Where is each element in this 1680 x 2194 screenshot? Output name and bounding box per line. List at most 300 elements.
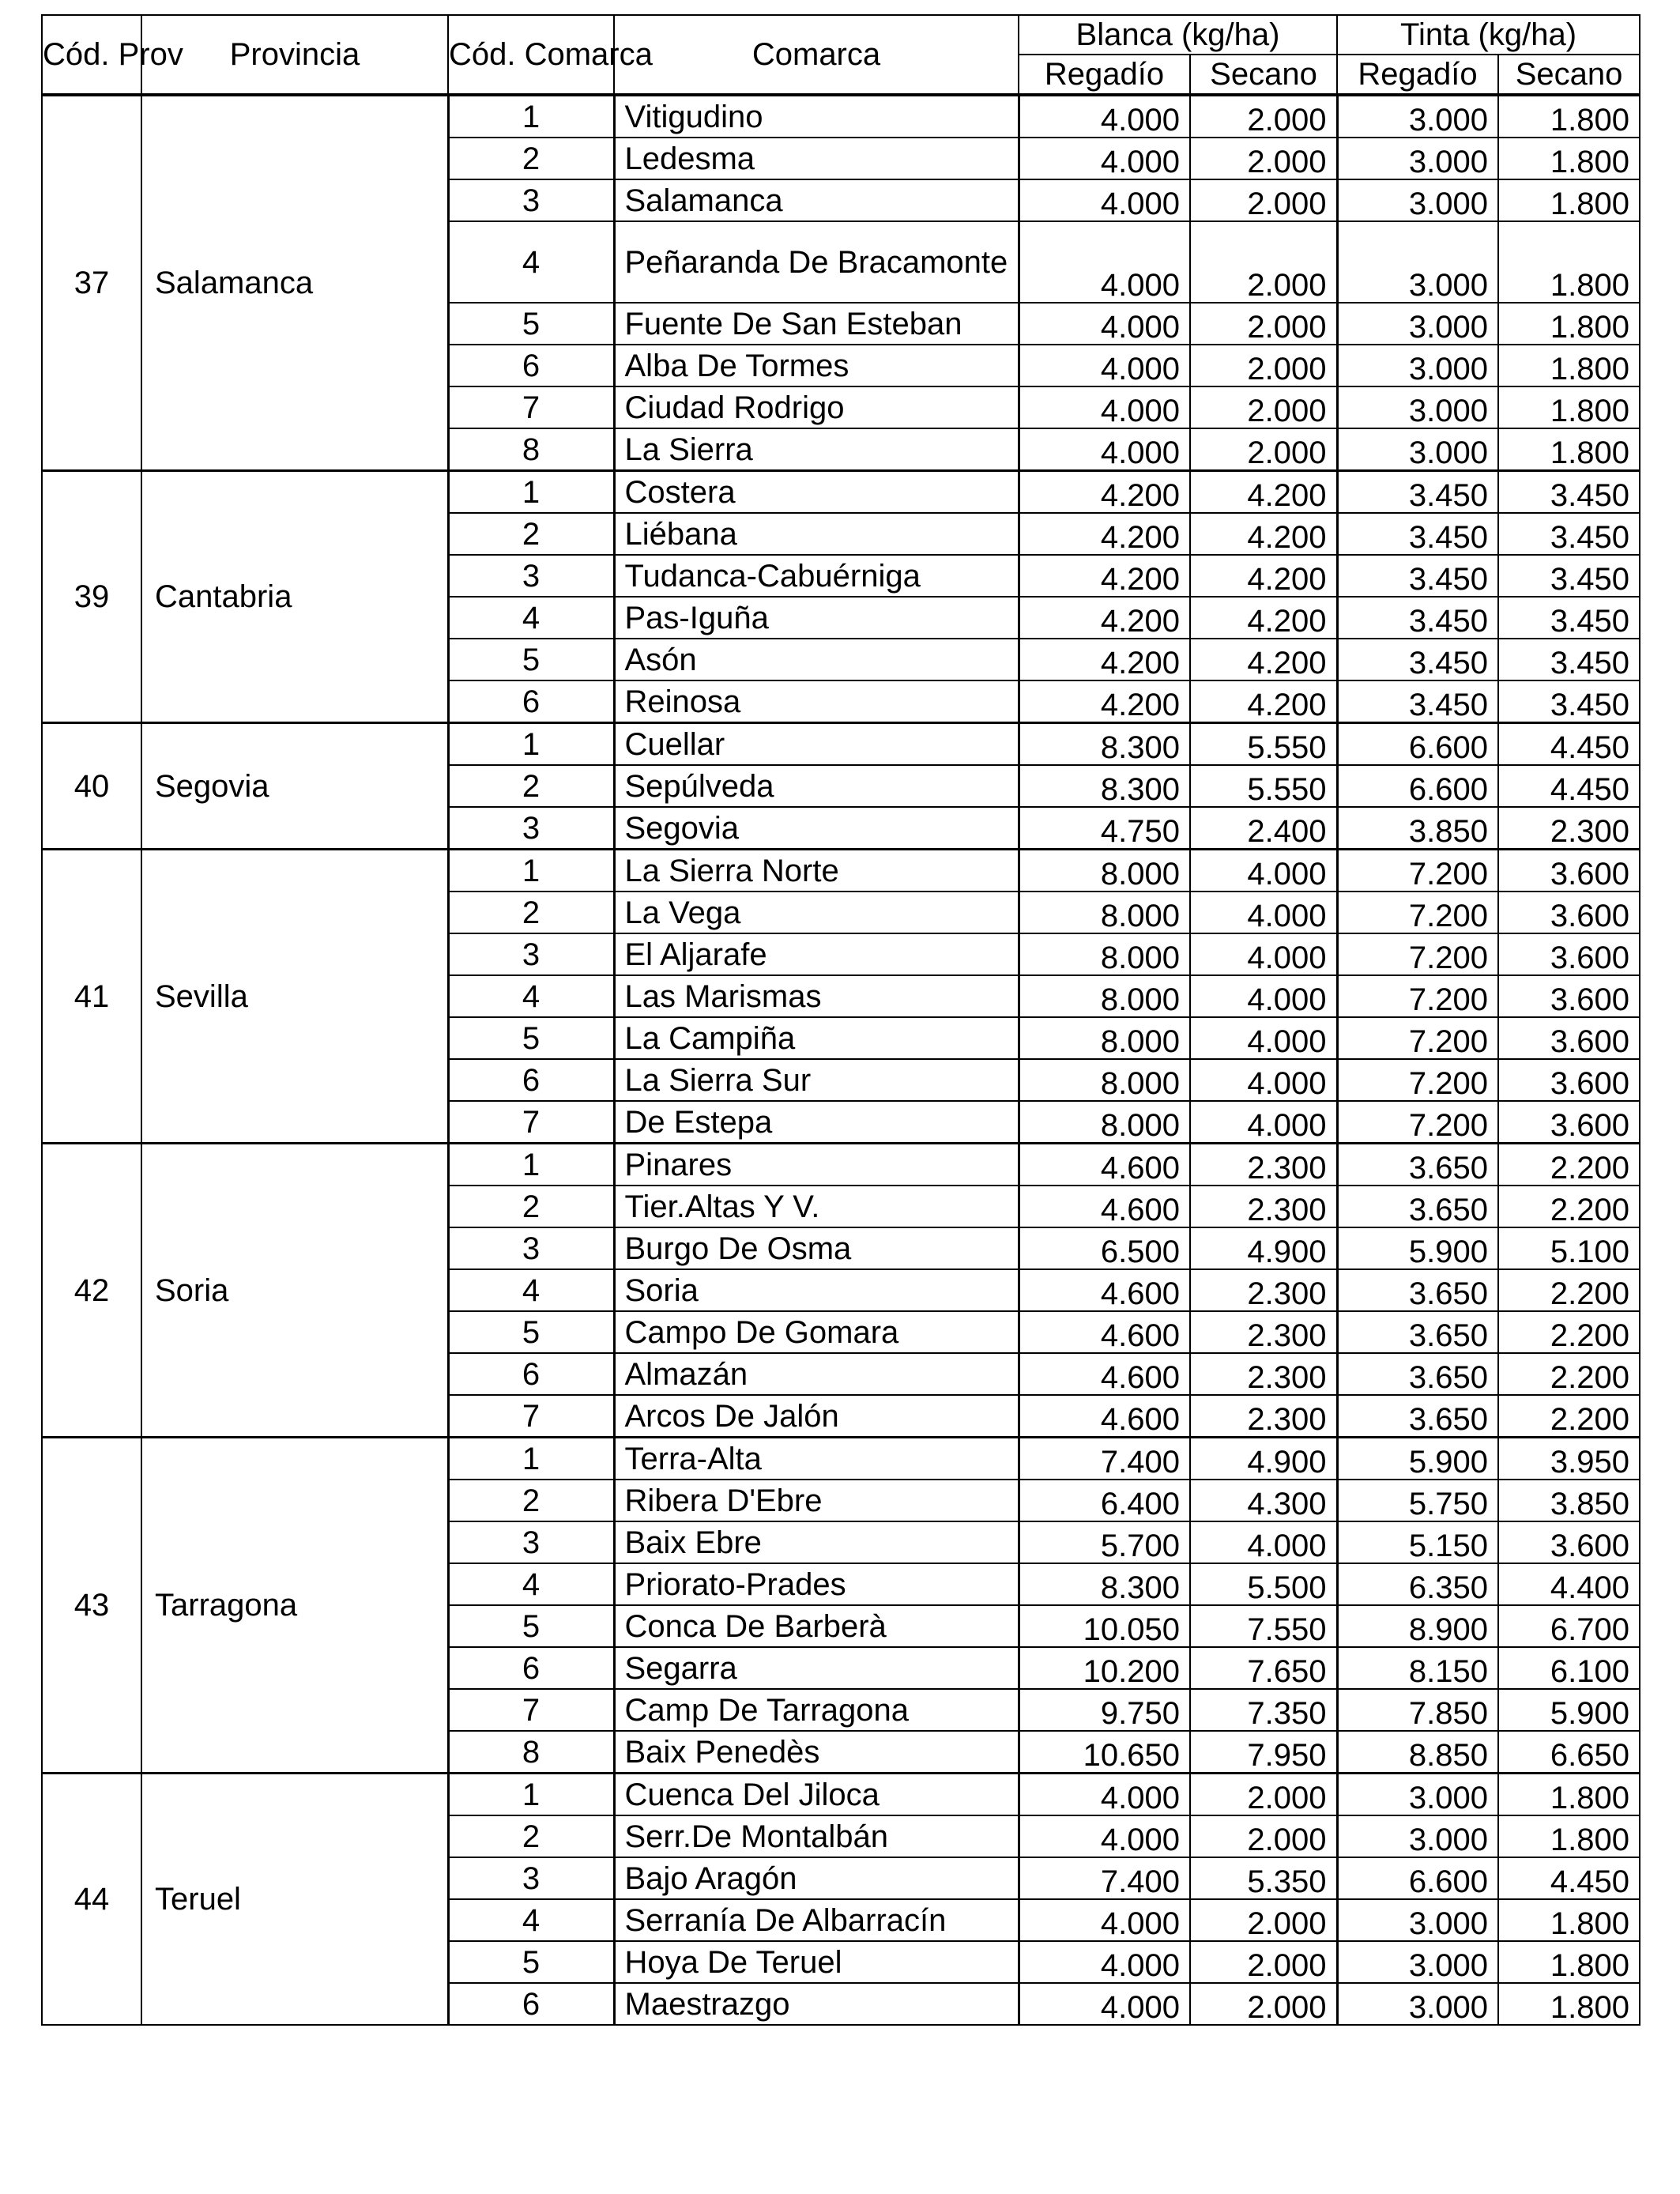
comarca-code-cell: 3 bbox=[448, 179, 614, 221]
comarca-name-cell: Las Marismas bbox=[614, 975, 1019, 1017]
blanca-secano-cell: 2.300 bbox=[1190, 1186, 1337, 1227]
comarca-code-cell: 4 bbox=[448, 1899, 614, 1941]
comarca-code-cell: 4 bbox=[448, 597, 614, 639]
tinta-secano-cell: 4.450 bbox=[1498, 765, 1640, 807]
blanca-regadio-cell: 4.200 bbox=[1019, 471, 1190, 514]
blanca-regadio-cell: 4.750 bbox=[1019, 807, 1190, 850]
tinta-regadio-cell: 3.000 bbox=[1337, 386, 1498, 428]
blanca-regadio-cell: 8.300 bbox=[1019, 723, 1190, 766]
tinta-regadio-cell: 3.000 bbox=[1337, 95, 1498, 138]
tinta-regadio-cell: 3.000 bbox=[1337, 303, 1498, 345]
tinta-secano-cell: 1.800 bbox=[1498, 179, 1640, 221]
tinta-regadio-cell: 3.000 bbox=[1337, 1774, 1498, 1816]
comarca-code-cell: 5 bbox=[448, 1605, 614, 1647]
blanca-regadio-cell: 8.000 bbox=[1019, 1059, 1190, 1101]
province-code-cell: 43 bbox=[42, 1438, 141, 1774]
tinta-secano-cell: 1.800 bbox=[1498, 138, 1640, 179]
comarca-code-cell: 6 bbox=[448, 345, 614, 386]
table-row bbox=[42, 95, 1640, 138]
comarca-name-cell: La Vega bbox=[614, 892, 1019, 933]
blanca-regadio-cell: 6.400 bbox=[1019, 1480, 1190, 1521]
comarca-code-cell: 2 bbox=[448, 1480, 614, 1521]
blanca-secano-cell: 2.000 bbox=[1190, 1774, 1337, 1816]
comarca-code-cell: 3 bbox=[448, 555, 614, 597]
yield-table bbox=[41, 14, 1640, 2026]
tinta-secano-cell: 5.100 bbox=[1498, 1227, 1640, 1269]
comarca-code-cell: 7 bbox=[448, 386, 614, 428]
tinta-secano-cell: 2.200 bbox=[1498, 1144, 1640, 1186]
blanca-secano-cell: 4.200 bbox=[1190, 597, 1337, 639]
tinta-secano-cell: 1.800 bbox=[1498, 221, 1640, 303]
tinta-regadio-cell: 3.450 bbox=[1337, 471, 1498, 514]
blanca-secano-cell: 4.000 bbox=[1190, 975, 1337, 1017]
tinta-regadio-cell: 3.000 bbox=[1337, 1983, 1498, 2025]
blanca-secano-cell: 2.000 bbox=[1190, 303, 1337, 345]
comarca-name-cell: Ledesma bbox=[614, 138, 1019, 179]
tinta-secano-cell: 2.200 bbox=[1498, 1353, 1640, 1395]
blanca-secano-cell: 2.000 bbox=[1190, 1815, 1337, 1857]
tinta-regadio-cell: 5.900 bbox=[1337, 1438, 1498, 1480]
comarca-code-cell: 5 bbox=[448, 1017, 614, 1059]
comarca-name-cell: Priorato-Prades bbox=[614, 1563, 1019, 1605]
tinta-secano-cell: 2.200 bbox=[1498, 1395, 1640, 1438]
blanca-regadio-cell: 4.000 bbox=[1019, 95, 1190, 138]
tinta-regadio-cell: 3.450 bbox=[1337, 555, 1498, 597]
comarca-code-cell: 2 bbox=[448, 1186, 614, 1227]
blanca-regadio-cell: 7.400 bbox=[1019, 1857, 1190, 1899]
blanca-secano-cell: 2.000 bbox=[1190, 345, 1337, 386]
province-code-cell: 37 bbox=[42, 95, 141, 471]
tinta-secano-cell: 3.600 bbox=[1498, 1101, 1640, 1144]
header-cod-comarca: Cód. Comarca bbox=[448, 15, 614, 95]
blanca-secano-cell: 7.950 bbox=[1190, 1731, 1337, 1774]
table-row bbox=[42, 1774, 1640, 1816]
comarca-code-cell: 2 bbox=[448, 513, 614, 555]
blanca-regadio-cell: 4.000 bbox=[1019, 1899, 1190, 1941]
comarca-code-cell: 3 bbox=[448, 1857, 614, 1899]
tinta-secano-cell: 3.450 bbox=[1498, 597, 1640, 639]
tinta-regadio-cell: 7.850 bbox=[1337, 1689, 1498, 1731]
comarca-name-cell: Fuente De San Esteban bbox=[614, 303, 1019, 345]
tinta-secano-cell: 1.800 bbox=[1498, 1815, 1640, 1857]
blanca-secano-cell: 4.000 bbox=[1190, 1521, 1337, 1563]
province-name-cell: Cantabria bbox=[141, 471, 448, 723]
blanca-regadio-cell: 4.000 bbox=[1019, 1815, 1190, 1857]
table-row bbox=[42, 471, 1640, 514]
comarca-name-cell: Tier.Altas Y V. bbox=[614, 1186, 1019, 1227]
comarca-name-cell: Cuenca Del Jiloca bbox=[614, 1774, 1019, 1816]
comarca-name-cell: Serranía De Albarracín bbox=[614, 1899, 1019, 1941]
tinta-regadio-cell: 7.200 bbox=[1337, 1059, 1498, 1101]
blanca-regadio-cell: 8.000 bbox=[1019, 933, 1190, 975]
tinta-secano-cell: 6.700 bbox=[1498, 1605, 1640, 1647]
blanca-regadio-cell: 4.000 bbox=[1019, 428, 1190, 471]
blanca-secano-cell: 4.200 bbox=[1190, 680, 1337, 723]
comarca-code-cell: 1 bbox=[448, 1438, 614, 1480]
comarca-code-cell: 1 bbox=[448, 95, 614, 138]
blanca-secano-cell: 2.300 bbox=[1190, 1311, 1337, 1353]
comarca-name-cell: La Sierra bbox=[614, 428, 1019, 471]
tinta-regadio-cell: 3.650 bbox=[1337, 1186, 1498, 1227]
comarca-code-cell: 6 bbox=[448, 1353, 614, 1395]
province-name-cell: Soria bbox=[141, 1144, 448, 1438]
comarca-code-cell: 5 bbox=[448, 1941, 614, 1983]
province-code-cell: 42 bbox=[42, 1144, 141, 1438]
comarca-name-cell: Pinares bbox=[614, 1144, 1019, 1186]
blanca-regadio-cell: 4.000 bbox=[1019, 386, 1190, 428]
comarca-name-cell: El Aljarafe bbox=[614, 933, 1019, 975]
tinta-regadio-cell: 3.000 bbox=[1337, 1941, 1498, 1983]
blanca-secano-cell: 2.000 bbox=[1190, 179, 1337, 221]
tinta-regadio-cell: 3.000 bbox=[1337, 1815, 1498, 1857]
blanca-secano-cell: 4.000 bbox=[1190, 1101, 1337, 1144]
header-tinta: Tinta (kg/ha) bbox=[1337, 15, 1640, 55]
province-name-cell: Tarragona bbox=[141, 1438, 448, 1774]
tinta-regadio-cell: 3.450 bbox=[1337, 639, 1498, 680]
comarca-code-cell: 1 bbox=[448, 1144, 614, 1186]
comarca-code-cell: 4 bbox=[448, 1563, 614, 1605]
tinta-secano-cell: 3.950 bbox=[1498, 1438, 1640, 1480]
tinta-regadio-cell: 3.650 bbox=[1337, 1353, 1498, 1395]
header-provincia: Provincia bbox=[141, 15, 448, 95]
header-tinta-regadio: Regadío bbox=[1337, 55, 1498, 95]
tinta-secano-cell: 1.800 bbox=[1498, 1774, 1640, 1816]
header-tinta-secano: Secano bbox=[1498, 55, 1640, 95]
table-row bbox=[42, 723, 1640, 766]
tinta-secano-cell: 1.800 bbox=[1498, 1941, 1640, 1983]
blanca-regadio-cell: 4.000 bbox=[1019, 138, 1190, 179]
tinta-secano-cell: 1.800 bbox=[1498, 345, 1640, 386]
tinta-regadio-cell: 3.650 bbox=[1337, 1144, 1498, 1186]
tinta-regadio-cell: 6.350 bbox=[1337, 1563, 1498, 1605]
blanca-regadio-cell: 4.600 bbox=[1019, 1144, 1190, 1186]
blanca-secano-cell: 4.900 bbox=[1190, 1227, 1337, 1269]
comarca-code-cell: 8 bbox=[448, 1731, 614, 1774]
tinta-secano-cell: 1.800 bbox=[1498, 1899, 1640, 1941]
comarca-name-cell: Cuellar bbox=[614, 723, 1019, 766]
comarca-name-cell: Liébana bbox=[614, 513, 1019, 555]
blanca-secano-cell: 2.300 bbox=[1190, 1395, 1337, 1438]
blanca-regadio-cell: 4.000 bbox=[1019, 345, 1190, 386]
tinta-regadio-cell: 6.600 bbox=[1337, 723, 1498, 766]
blanca-regadio-cell: 8.300 bbox=[1019, 765, 1190, 807]
blanca-secano-cell: 2.000 bbox=[1190, 1941, 1337, 1983]
comarca-name-cell: Reinosa bbox=[614, 680, 1019, 723]
header-comarca: Comarca bbox=[614, 15, 1019, 95]
table-body bbox=[42, 95, 1640, 2025]
blanca-regadio-cell: 4.600 bbox=[1019, 1269, 1190, 1311]
tinta-regadio-cell: 6.600 bbox=[1337, 1857, 1498, 1899]
blanca-regadio-cell: 7.400 bbox=[1019, 1438, 1190, 1480]
comarca-name-cell: Costera bbox=[614, 471, 1019, 514]
blanca-regadio-cell: 4.000 bbox=[1019, 303, 1190, 345]
tinta-regadio-cell: 3.650 bbox=[1337, 1269, 1498, 1311]
comarca-code-cell: 6 bbox=[448, 1059, 614, 1101]
comarca-name-cell: Baix Ebre bbox=[614, 1521, 1019, 1563]
tinta-regadio-cell: 5.900 bbox=[1337, 1227, 1498, 1269]
blanca-regadio-cell: 4.200 bbox=[1019, 513, 1190, 555]
comarca-code-cell: 1 bbox=[448, 850, 614, 892]
tinta-secano-cell: 6.100 bbox=[1498, 1647, 1640, 1689]
blanca-secano-cell: 4.000 bbox=[1190, 933, 1337, 975]
tinta-secano-cell: 3.600 bbox=[1498, 892, 1640, 933]
tinta-regadio-cell: 3.450 bbox=[1337, 513, 1498, 555]
tinta-secano-cell: 3.600 bbox=[1498, 1059, 1640, 1101]
tinta-regadio-cell: 7.200 bbox=[1337, 933, 1498, 975]
province-name-cell: Teruel bbox=[141, 1774, 448, 2026]
blanca-secano-cell: 2.300 bbox=[1190, 1353, 1337, 1395]
blanca-secano-cell: 4.000 bbox=[1190, 1017, 1337, 1059]
blanca-secano-cell: 5.550 bbox=[1190, 765, 1337, 807]
blanca-secano-cell: 4.200 bbox=[1190, 471, 1337, 514]
comarca-name-cell: Salamanca bbox=[614, 179, 1019, 221]
blanca-secano-cell: 4.000 bbox=[1190, 892, 1337, 933]
tinta-regadio-cell: 3.000 bbox=[1337, 138, 1498, 179]
tinta-secano-cell: 6.650 bbox=[1498, 1731, 1640, 1774]
tinta-regadio-cell: 3.000 bbox=[1337, 1899, 1498, 1941]
tinta-regadio-cell: 3.650 bbox=[1337, 1311, 1498, 1353]
tinta-regadio-cell: 7.200 bbox=[1337, 975, 1498, 1017]
province-code-cell: 39 bbox=[42, 471, 141, 723]
tinta-secano-cell: 1.800 bbox=[1498, 303, 1640, 345]
comarca-name-cell: Alba De Tormes bbox=[614, 345, 1019, 386]
tinta-secano-cell: 3.450 bbox=[1498, 513, 1640, 555]
comarca-name-cell: Bajo Aragón bbox=[614, 1857, 1019, 1899]
tinta-secano-cell: 4.400 bbox=[1498, 1563, 1640, 1605]
tinta-regadio-cell: 5.150 bbox=[1337, 1521, 1498, 1563]
comarca-code-cell: 4 bbox=[448, 1269, 614, 1311]
province-code-cell: 41 bbox=[42, 850, 141, 1144]
tinta-secano-cell: 1.800 bbox=[1498, 428, 1640, 471]
blanca-secano-cell: 7.350 bbox=[1190, 1689, 1337, 1731]
tinta-regadio-cell: 3.850 bbox=[1337, 807, 1498, 850]
province-name-cell: Salamanca bbox=[141, 95, 448, 471]
blanca-regadio-cell: 10.050 bbox=[1019, 1605, 1190, 1647]
tinta-secano-cell: 3.450 bbox=[1498, 471, 1640, 514]
tinta-regadio-cell: 6.600 bbox=[1337, 765, 1498, 807]
blanca-secano-cell: 5.350 bbox=[1190, 1857, 1337, 1899]
blanca-secano-cell: 2.300 bbox=[1190, 1269, 1337, 1311]
blanca-regadio-cell: 8.300 bbox=[1019, 1563, 1190, 1605]
tinta-secano-cell: 2.300 bbox=[1498, 807, 1640, 850]
tinta-secano-cell: 1.800 bbox=[1498, 95, 1640, 138]
tinta-regadio-cell: 7.200 bbox=[1337, 1017, 1498, 1059]
province-name-cell: Segovia bbox=[141, 723, 448, 850]
comarca-code-cell: 6 bbox=[448, 680, 614, 723]
comarca-code-cell: 6 bbox=[448, 1647, 614, 1689]
tinta-regadio-cell: 3.650 bbox=[1337, 1395, 1498, 1438]
tinta-secano-cell: 5.900 bbox=[1498, 1689, 1640, 1731]
blanca-regadio-cell: 4.200 bbox=[1019, 680, 1190, 723]
comarca-code-cell: 8 bbox=[448, 428, 614, 471]
comarca-code-cell: 6 bbox=[448, 1983, 614, 2025]
comarca-name-cell: Baix Penedès bbox=[614, 1731, 1019, 1774]
blanca-secano-cell: 7.650 bbox=[1190, 1647, 1337, 1689]
comarca-name-cell: Segovia bbox=[614, 807, 1019, 850]
blanca-secano-cell: 4.000 bbox=[1190, 1059, 1337, 1101]
tinta-secano-cell: 3.600 bbox=[1498, 850, 1640, 892]
tinta-regadio-cell: 5.750 bbox=[1337, 1480, 1498, 1521]
table-row bbox=[42, 850, 1640, 892]
blanca-regadio-cell: 6.500 bbox=[1019, 1227, 1190, 1269]
blanca-regadio-cell: 4.200 bbox=[1019, 597, 1190, 639]
tinta-secano-cell: 1.800 bbox=[1498, 386, 1640, 428]
tinta-regadio-cell: 8.850 bbox=[1337, 1731, 1498, 1774]
comarca-name-cell: Camp De Tarragona bbox=[614, 1689, 1019, 1731]
tinta-secano-cell: 3.600 bbox=[1498, 1017, 1640, 1059]
comarca-name-cell: Burgo De Osma bbox=[614, 1227, 1019, 1269]
header-cod-prov: Cód. Prov bbox=[42, 15, 141, 95]
blanca-regadio-cell: 10.200 bbox=[1019, 1647, 1190, 1689]
blanca-secano-cell: 4.200 bbox=[1190, 639, 1337, 680]
comarca-code-cell: 2 bbox=[448, 138, 614, 179]
comarca-code-cell: 5 bbox=[448, 303, 614, 345]
comarca-code-cell: 5 bbox=[448, 1311, 614, 1353]
tinta-regadio-cell: 8.150 bbox=[1337, 1647, 1498, 1689]
tinta-regadio-cell: 3.450 bbox=[1337, 597, 1498, 639]
header-blanca-secano: Secano bbox=[1190, 55, 1337, 95]
blanca-regadio-cell: 4.600 bbox=[1019, 1395, 1190, 1438]
comarca-name-cell: Soria bbox=[614, 1269, 1019, 1311]
comarca-name-cell: Sepúlveda bbox=[614, 765, 1019, 807]
comarca-name-cell: Tudanca-Cabuérniga bbox=[614, 555, 1019, 597]
tinta-secano-cell: 3.600 bbox=[1498, 975, 1640, 1017]
tinta-regadio-cell: 7.200 bbox=[1337, 1101, 1498, 1144]
header-blanca: Blanca (kg/ha) bbox=[1019, 15, 1337, 55]
comarca-code-cell: 4 bbox=[448, 975, 614, 1017]
comarca-code-cell: 4 bbox=[448, 221, 614, 303]
comarca-name-cell: De Estepa bbox=[614, 1101, 1019, 1144]
blanca-secano-cell: 2.000 bbox=[1190, 1983, 1337, 2025]
blanca-regadio-cell: 10.650 bbox=[1019, 1731, 1190, 1774]
province-code-cell: 44 bbox=[42, 1774, 141, 2026]
comarca-code-cell: 1 bbox=[448, 471, 614, 514]
header-row bbox=[42, 15, 1640, 55]
blanca-secano-cell: 2.000 bbox=[1190, 428, 1337, 471]
comarca-code-cell: 3 bbox=[448, 933, 614, 975]
comarca-name-cell: Serr.De Montalbán bbox=[614, 1815, 1019, 1857]
comarca-name-cell: La Campiña bbox=[614, 1017, 1019, 1059]
blanca-secano-cell: 7.550 bbox=[1190, 1605, 1337, 1647]
comarca-name-cell: Ciudad Rodrigo bbox=[614, 386, 1019, 428]
comarca-code-cell: 3 bbox=[448, 807, 614, 850]
blanca-secano-cell: 2.400 bbox=[1190, 807, 1337, 850]
header-blanca-regadio: Regadío bbox=[1019, 55, 1190, 95]
comarca-name-cell: Campo De Gomara bbox=[614, 1311, 1019, 1353]
province-code-cell: 40 bbox=[42, 723, 141, 850]
blanca-regadio-cell: 4.600 bbox=[1019, 1311, 1190, 1353]
blanca-regadio-cell: 4.000 bbox=[1019, 221, 1190, 303]
blanca-secano-cell: 2.000 bbox=[1190, 221, 1337, 303]
tinta-secano-cell: 2.200 bbox=[1498, 1186, 1640, 1227]
tinta-regadio-cell: 3.000 bbox=[1337, 179, 1498, 221]
comarca-name-cell: Maestrazgo bbox=[614, 1983, 1019, 2025]
comarca-name-cell: Almazán bbox=[614, 1353, 1019, 1395]
blanca-secano-cell: 4.000 bbox=[1190, 850, 1337, 892]
tinta-secano-cell: 2.200 bbox=[1498, 1311, 1640, 1353]
blanca-regadio-cell: 4.200 bbox=[1019, 555, 1190, 597]
blanca-secano-cell: 4.200 bbox=[1190, 555, 1337, 597]
table-row bbox=[42, 1144, 1640, 1186]
blanca-regadio-cell: 4.200 bbox=[1019, 639, 1190, 680]
tinta-regadio-cell: 7.200 bbox=[1337, 850, 1498, 892]
tinta-regadio-cell: 8.900 bbox=[1337, 1605, 1498, 1647]
blanca-regadio-cell: 9.750 bbox=[1019, 1689, 1190, 1731]
comarca-name-cell: Terra-Alta bbox=[614, 1438, 1019, 1480]
blanca-secano-cell: 5.500 bbox=[1190, 1563, 1337, 1605]
tinta-secano-cell: 3.600 bbox=[1498, 933, 1640, 975]
blanca-secano-cell: 2.000 bbox=[1190, 95, 1337, 138]
comarca-name-cell: Conca De Barberà bbox=[614, 1605, 1019, 1647]
province-name-cell: Sevilla bbox=[141, 850, 448, 1144]
comarca-name-cell: Hoya De Teruel bbox=[614, 1941, 1019, 1983]
table-row bbox=[42, 1438, 1640, 1480]
tinta-regadio-cell: 3.000 bbox=[1337, 428, 1498, 471]
tinta-regadio-cell: 7.200 bbox=[1337, 892, 1498, 933]
tinta-secano-cell: 3.600 bbox=[1498, 1521, 1640, 1563]
blanca-secano-cell: 4.300 bbox=[1190, 1480, 1337, 1521]
comarca-code-cell: 7 bbox=[448, 1101, 614, 1144]
comarca-name-cell: Peñaranda De Bracamonte bbox=[614, 221, 1019, 303]
comarca-name-cell: Asón bbox=[614, 639, 1019, 680]
comarca-name-cell: Arcos De Jalón bbox=[614, 1395, 1019, 1438]
blanca-regadio-cell: 4.600 bbox=[1019, 1186, 1190, 1227]
comarca-name-cell: La Sierra Norte bbox=[614, 850, 1019, 892]
blanca-secano-cell: 4.900 bbox=[1190, 1438, 1337, 1480]
comarca-code-cell: 7 bbox=[448, 1395, 614, 1438]
comarca-code-cell: 5 bbox=[448, 639, 614, 680]
blanca-secano-cell: 2.000 bbox=[1190, 138, 1337, 179]
blanca-regadio-cell: 4.000 bbox=[1019, 1774, 1190, 1816]
blanca-secano-cell: 2.300 bbox=[1190, 1144, 1337, 1186]
comarca-name-cell: Vitigudino bbox=[614, 95, 1019, 138]
comarca-code-cell: 2 bbox=[448, 892, 614, 933]
comarca-name-cell: La Sierra Sur bbox=[614, 1059, 1019, 1101]
comarca-code-cell: 2 bbox=[448, 765, 614, 807]
table-header bbox=[42, 15, 1640, 95]
comarca-code-cell: 3 bbox=[448, 1227, 614, 1269]
comarca-code-cell: 1 bbox=[448, 1774, 614, 1816]
tinta-secano-cell: 2.200 bbox=[1498, 1269, 1640, 1311]
blanca-regadio-cell: 8.000 bbox=[1019, 892, 1190, 933]
tinta-secano-cell: 3.450 bbox=[1498, 639, 1640, 680]
blanca-regadio-cell: 4.000 bbox=[1019, 1941, 1190, 1983]
blanca-secano-cell: 2.000 bbox=[1190, 386, 1337, 428]
tinta-secano-cell: 3.850 bbox=[1498, 1480, 1640, 1521]
tinta-secano-cell: 4.450 bbox=[1498, 723, 1640, 766]
blanca-regadio-cell: 8.000 bbox=[1019, 1101, 1190, 1144]
blanca-secano-cell: 4.200 bbox=[1190, 513, 1337, 555]
blanca-regadio-cell: 5.700 bbox=[1019, 1521, 1190, 1563]
blanca-regadio-cell: 8.000 bbox=[1019, 975, 1190, 1017]
comarca-code-cell: 3 bbox=[448, 1521, 614, 1563]
blanca-secano-cell: 5.550 bbox=[1190, 723, 1337, 766]
comarca-name-cell: Ribera D'Ebre bbox=[614, 1480, 1019, 1521]
blanca-regadio-cell: 8.000 bbox=[1019, 1017, 1190, 1059]
tinta-secano-cell: 4.450 bbox=[1498, 1857, 1640, 1899]
blanca-regadio-cell: 4.600 bbox=[1019, 1353, 1190, 1395]
blanca-secano-cell: 2.000 bbox=[1190, 1899, 1337, 1941]
comarca-name-cell: Pas-Iguña bbox=[614, 597, 1019, 639]
blanca-regadio-cell: 4.000 bbox=[1019, 1983, 1190, 2025]
blanca-regadio-cell: 8.000 bbox=[1019, 850, 1190, 892]
tinta-secano-cell: 3.450 bbox=[1498, 555, 1640, 597]
blanca-regadio-cell: 4.000 bbox=[1019, 179, 1190, 221]
comarca-code-cell: 1 bbox=[448, 723, 614, 766]
tinta-secano-cell: 1.800 bbox=[1498, 1983, 1640, 2025]
tinta-regadio-cell: 3.450 bbox=[1337, 680, 1498, 723]
tinta-regadio-cell: 3.000 bbox=[1337, 221, 1498, 303]
